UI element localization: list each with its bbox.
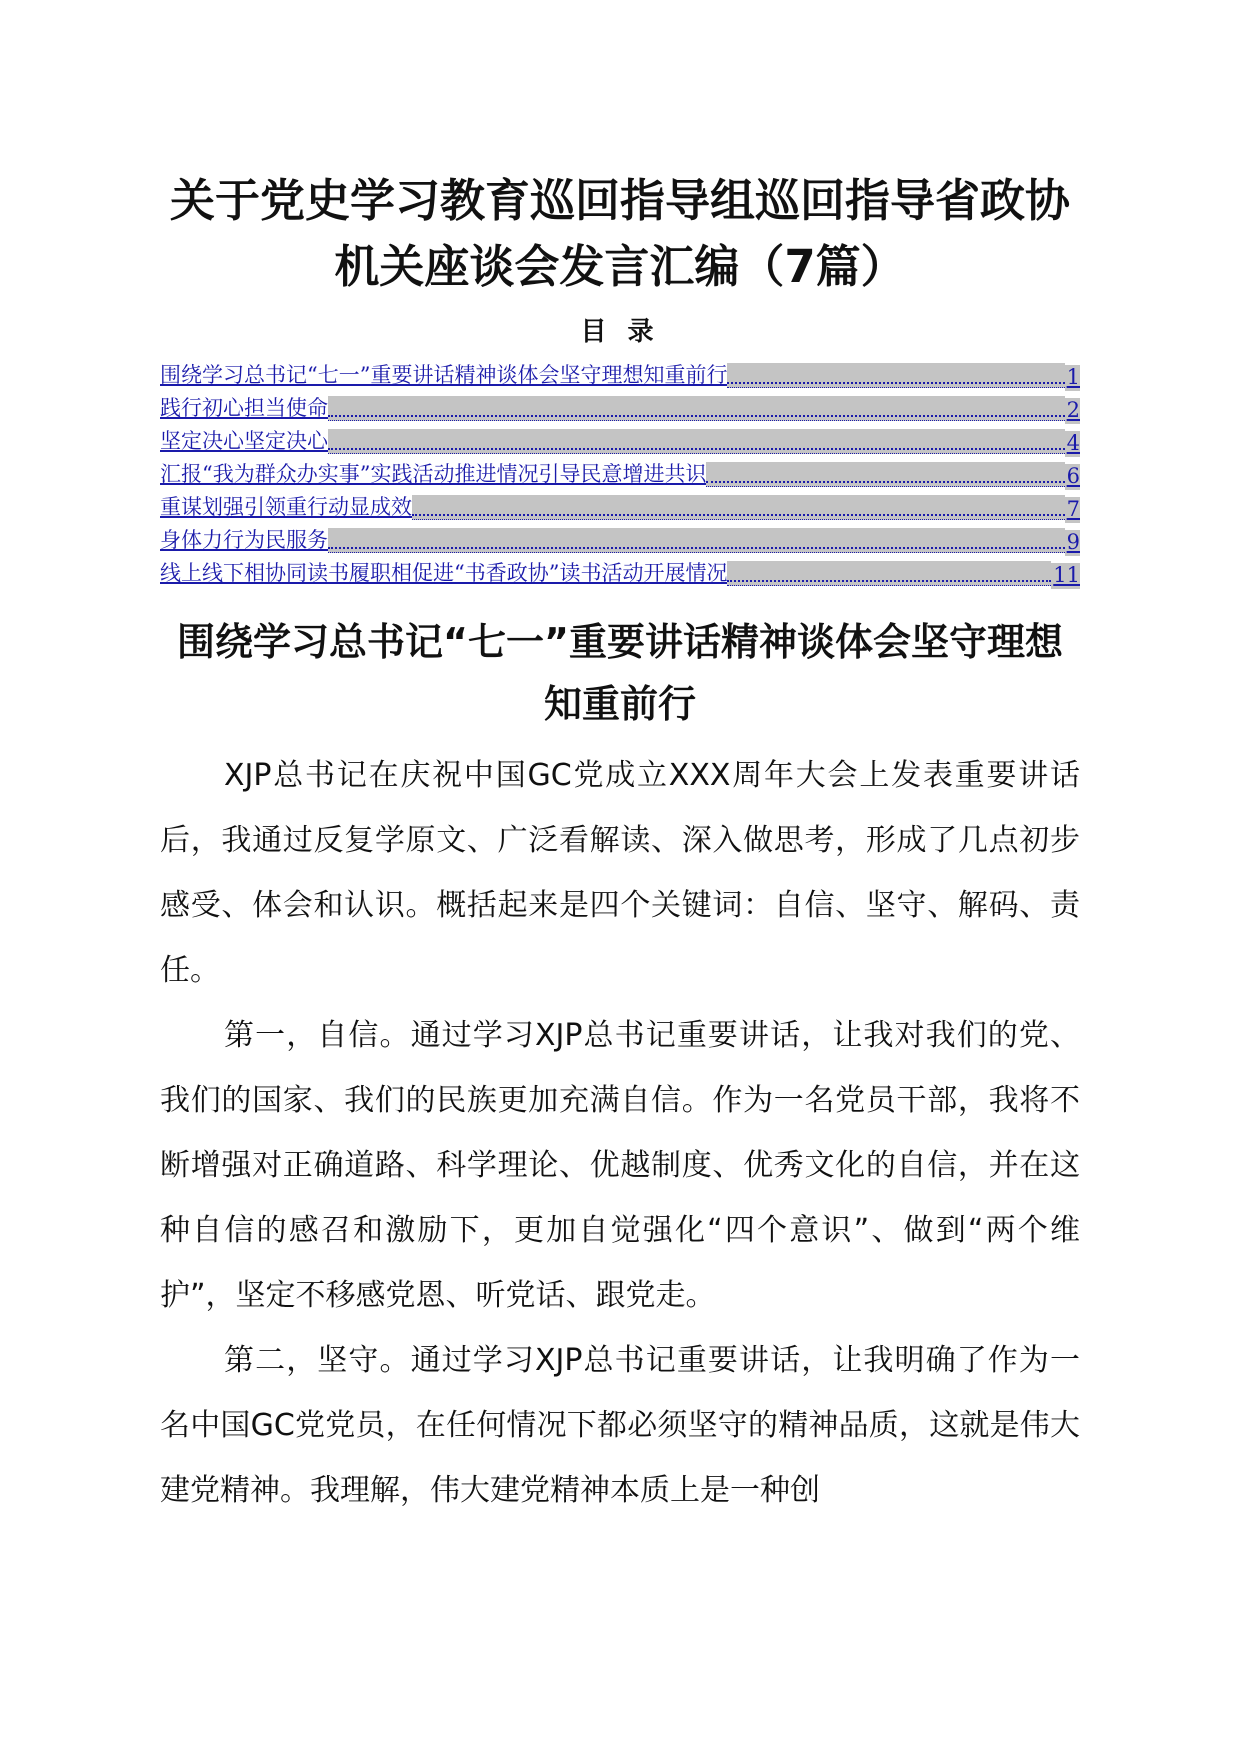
toc-page-number[interactable]: 2 [1066,398,1080,422]
toc-entry-6[interactable] [160,523,1080,556]
toc-entry-label[interactable]: 线上线下相协同读书履职相促进“书香政协”读书活动开展情况 [160,561,728,585]
body-paragraph: XJP总书记在庆祝中国GC党成立XXX周年大会上发表重要讲话后，我通过反复学原文、广泛看解读、深入做思考，形成了几点初步感受、体会和认识。概括起来是四个关键词：自信、坚守、解码、责任。 [160,758,1080,988]
toc-entry-label[interactable]: 围绕学习总书记“七一”重要讲话精神谈体会坚守理想知重前行 [160,363,728,387]
section-title: 围绕学习总书记“七一”重要讲话精神谈体会坚守理想知重前行 [177,620,1063,726]
toc-entry-label[interactable]: 汇报“我为群众办实事”实践活动推进情况引导民意增进共识 [160,462,707,486]
toc-entry-label[interactable]: 身体力行为民服务 [160,528,328,552]
toc-page-number[interactable]: 11 [1053,563,1080,587]
body-paragraph: 第二，坚守。通过学习XJP总书记重要讲话，让我明确了作为一名中国GC党党员，在任何情况下都必须坚守的精神品质，这就是伟大建党精神。我理解，伟大建党精神本质上是一种创 [160,1343,1080,1508]
toc-dot-leader [727,363,1064,388]
toc-dot-leader [727,561,1051,586]
toc-dot-leader [328,396,1065,421]
toc-entry-3[interactable] [160,424,1080,457]
toc-dot-leader [412,495,1065,520]
toc-entry-1[interactable] [160,358,1080,391]
toc-dot-leader [328,429,1065,454]
toc-entry-label[interactable]: 践行初心担当使命 [160,396,328,420]
toc-entry-7[interactable] [160,556,1080,589]
toc-entry-2[interactable] [160,391,1080,424]
toc-page-number[interactable]: 9 [1066,530,1080,554]
toc-entry-label[interactable]: 坚定决心坚定决心 [160,429,328,453]
toc-page-number[interactable]: 7 [1066,497,1080,521]
toc-page-number[interactable]: 6 [1066,464,1080,488]
body-paragraph: 第一，自信。通过学习XJP总书记重要讲话，让我对我们的党、我们的国家、我们的民族更加充满自信。作为一名党员干部，我将不断增强对正确道路、科学理论、优越制度、优秀文化的自信，并在这种自信的感召和激励下，更加自觉强化“四个意识”、做到“两个维护”，坚定不移感党恩、听党话、跟党走。 [160,1018,1080,1313]
toc-entry-label[interactable]: 重谋划强引领重行动显成效 [160,495,412,519]
table-of-contents [160,358,1080,589]
document-title: 关于党史学习教育巡回指导组巡回指导省政协机关座谈会发言汇编（7篇） [169,174,1070,293]
toc-page-number[interactable]: 1 [1066,365,1080,389]
toc-heading: 目 录 [580,317,660,347]
toc-page-number[interactable]: 4 [1066,431,1080,455]
toc-dot-leader [706,462,1064,487]
toc-entry-4[interactable] [160,457,1080,490]
toc-entry-5[interactable] [160,490,1080,523]
toc-dot-leader [328,528,1065,553]
document-page [160,0,1080,1523]
